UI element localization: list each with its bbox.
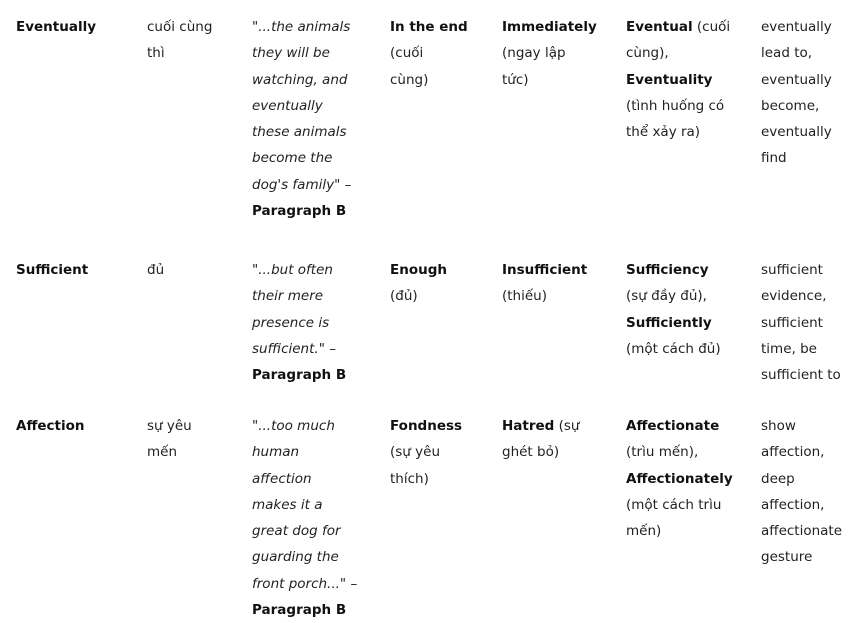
- source-reference: Paragraph B: [252, 602, 347, 619]
- antonym: Insufficient (thiếu): [502, 262, 588, 305]
- example-quote: "...the animals they will be watching, and eventually these animals become the dog's family" – Paragraph B: [252, 14, 377, 224]
- table-row: [0, 0, 867, 243]
- source-reference: Paragraph B: [252, 203, 347, 220]
- example-quote: "...too much human affection makes it a great dog for guarding the front porch..." – Paragraph B: [252, 413, 377, 623]
- antonym: Immediately (ngay lập tức): [502, 19, 597, 88]
- example-quote: "...but often their mere presence is sufficient." – Paragraph B: [252, 257, 377, 388]
- collocations: eventually lead to, eventually become, eventually find: [761, 19, 832, 167]
- vocab-word: Affection: [16, 418, 85, 434]
- collocations: show affection, deep affection, affectionate gesture: [761, 418, 843, 566]
- vocab-word: Sufficient: [16, 262, 89, 278]
- word-family: Affectionate (trìu mến), Affectionately (một cách trìu mến): [626, 418, 733, 540]
- antonym: Hatred (sự ghét bỏ): [502, 418, 580, 461]
- vietnamese-meaning: đủ: [147, 262, 165, 278]
- synonym: Fondness (sự yêu thích): [390, 418, 463, 487]
- vietnamese-meaning: sự yêu mến: [147, 418, 192, 461]
- collocations: sufficient evidence, sufficient time, be sufficient to: [761, 262, 841, 384]
- vocab-word: Eventually: [16, 19, 97, 35]
- synonym: In the end (cuối cùng): [390, 19, 468, 88]
- word-family: Eventual (cuối cùng), Eventuality (tình huống có thể xảy ra): [626, 19, 731, 141]
- synonym: Enough (đủ): [390, 262, 447, 305]
- table-row: [0, 243, 867, 399]
- source-reference: Paragraph B: [252, 367, 347, 384]
- word-family: Sufficiency (sự đầy đủ), Sufficiently (một cách đủ): [626, 262, 721, 357]
- table-row: [0, 399, 867, 622]
- vietnamese-meaning: cuối cùng thì: [147, 19, 213, 62]
